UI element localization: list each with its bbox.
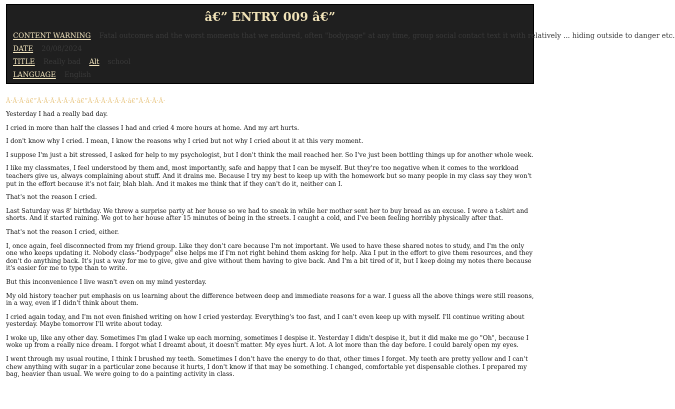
paragraph-9: I, once again, feel disconnected from my friend group. Like they don't care because I'm not important. We used to have these shared notes to study, and I'm the only one who keeps updating it. Nobody class-"bodypage" else helps me if I'm not right behind them asking for help. Aka I put in the effort to give them resources, and they don't do anything back. It's just a way for me to give, give and give without them having to give back. And I'm a bit tired of it, but I keep doing my notes there because it's easier for me to type than to write. [6,242,533,273]
paragraph-1: Yesterday I had a really bad day. [6,111,108,118]
paragraph-3: I don't know why I cried. I mean, I know the reasons why I cried but not why I cried about it at this very moment. [6,138,364,146]
divider-mojibake-text: Â·Â·Â·â€”Â·Â·Â·Â·Â·Â·â€”Â·Â·Â·Â·Â·Â·â€”Â·Â·Â·Â· [6,98,166,105]
content-warning-label[interactable]: CONTENT WARNING [13,32,91,40]
entry-body [6,111,534,379]
paragraph-7: Last Saturday was 8' birthday. We threw a surprise party at her house so we had to sneak in while her mother sent her to buy bread as an excuse. I wore a t-shirt and shorts. And it started raining. We got to her house after 15 minutes of being in the streets. I caught a cold, and I've been feeling horribly physically after that. [6,207,529,223]
paragraph-10: But this inconvenience I live wasn't even on my mind yesterday. [6,278,207,286]
paragraph-14: I went through my usual routine, I think I brushed my teeth. Sometimes I don't have the energy to do that, other times I forget. My teeth are pretty yellow and I can't chew anything with sugar in a particular zone because it hurts, I don't know if that may be something. I changed, comfortable yet dispensable clothes. I prepared my bag, heavier than usual. We were going to do a painting activity in class. [6,356,528,379]
content-warning-text: Fatal outcomes and the worst moments that we endured, often "bodypage" at any time, group social contact text it with relatively ... hiding outside to danger etc. [99,32,675,40]
language-row [13,69,527,82]
paragraph-8: That's not the reason I cried, either. [6,228,119,236]
paragraph-4: I suppose I'm just a bit stressed, I asked for help to my psychologist, but I don't think the mail reached her. So I've just been bottling things up for another whole week. [6,151,534,159]
paragraph-5: I like my classmates, I feel understood by them and, most importantly, safe and happy that I can be myself. But they're too negative when it comes to the workload teachers give us, always complaining about stuff. And it drains me. Because I try my best to keep up with the homework but so many people in my class say they won't put in the effort because it's not fair, blah blah. And it makes me think that if they can't do it, neither can I. [6,165,532,188]
paragraph-13: I woke up, like any other day. Sometimes I'm glad I wake up each morning, sometimes I despise it. Yesterday I didn't despise it, but it did make me go "Oh", because I woke up from a really nice dream. I forgot what I dreamt about, it doesn't matter. My eyes hurt. A lot. A lot more than the day before. I could barely open my eyes. [6,334,529,350]
paragraph-2: I cried in more than half the classes I had and cried 4 more hours at home. And my art hurts. [6,124,300,132]
title-label[interactable]: TITLE [13,58,35,66]
language-value: English [64,71,92,79]
title-row [13,56,527,69]
title-value: Really bad [43,58,81,66]
date-value: 20/08/2024 [41,45,82,53]
date-label[interactable]: DATE [13,45,34,53]
paragraph-12: I cried again today, and I'm not even finished writing on how I cried yesterday. Everything's too fast, and I can't even keep up with myself. I'll continue writing about yesterday. Maybe tomorrow I'll write about today. [6,313,525,329]
date-row [13,43,527,56]
entry-title: â€” ENTRY 009 â€” [204,10,336,24]
entry-header [6,4,675,84]
content-warning-row [13,30,675,43]
alt-after-text: school [107,58,131,66]
alt-link[interactable]: Alt [89,58,100,66]
paragraph-6: That's not the reason I cried. [6,194,97,202]
paragraph-11: My old history teacher put emphasis on us learning about the difference between deep and immediate reasons for a war. I guess all the above things were still reasons, in a way, even if I didn't think about them. [6,292,534,308]
language-label[interactable]: LANGUAGE [13,71,56,79]
